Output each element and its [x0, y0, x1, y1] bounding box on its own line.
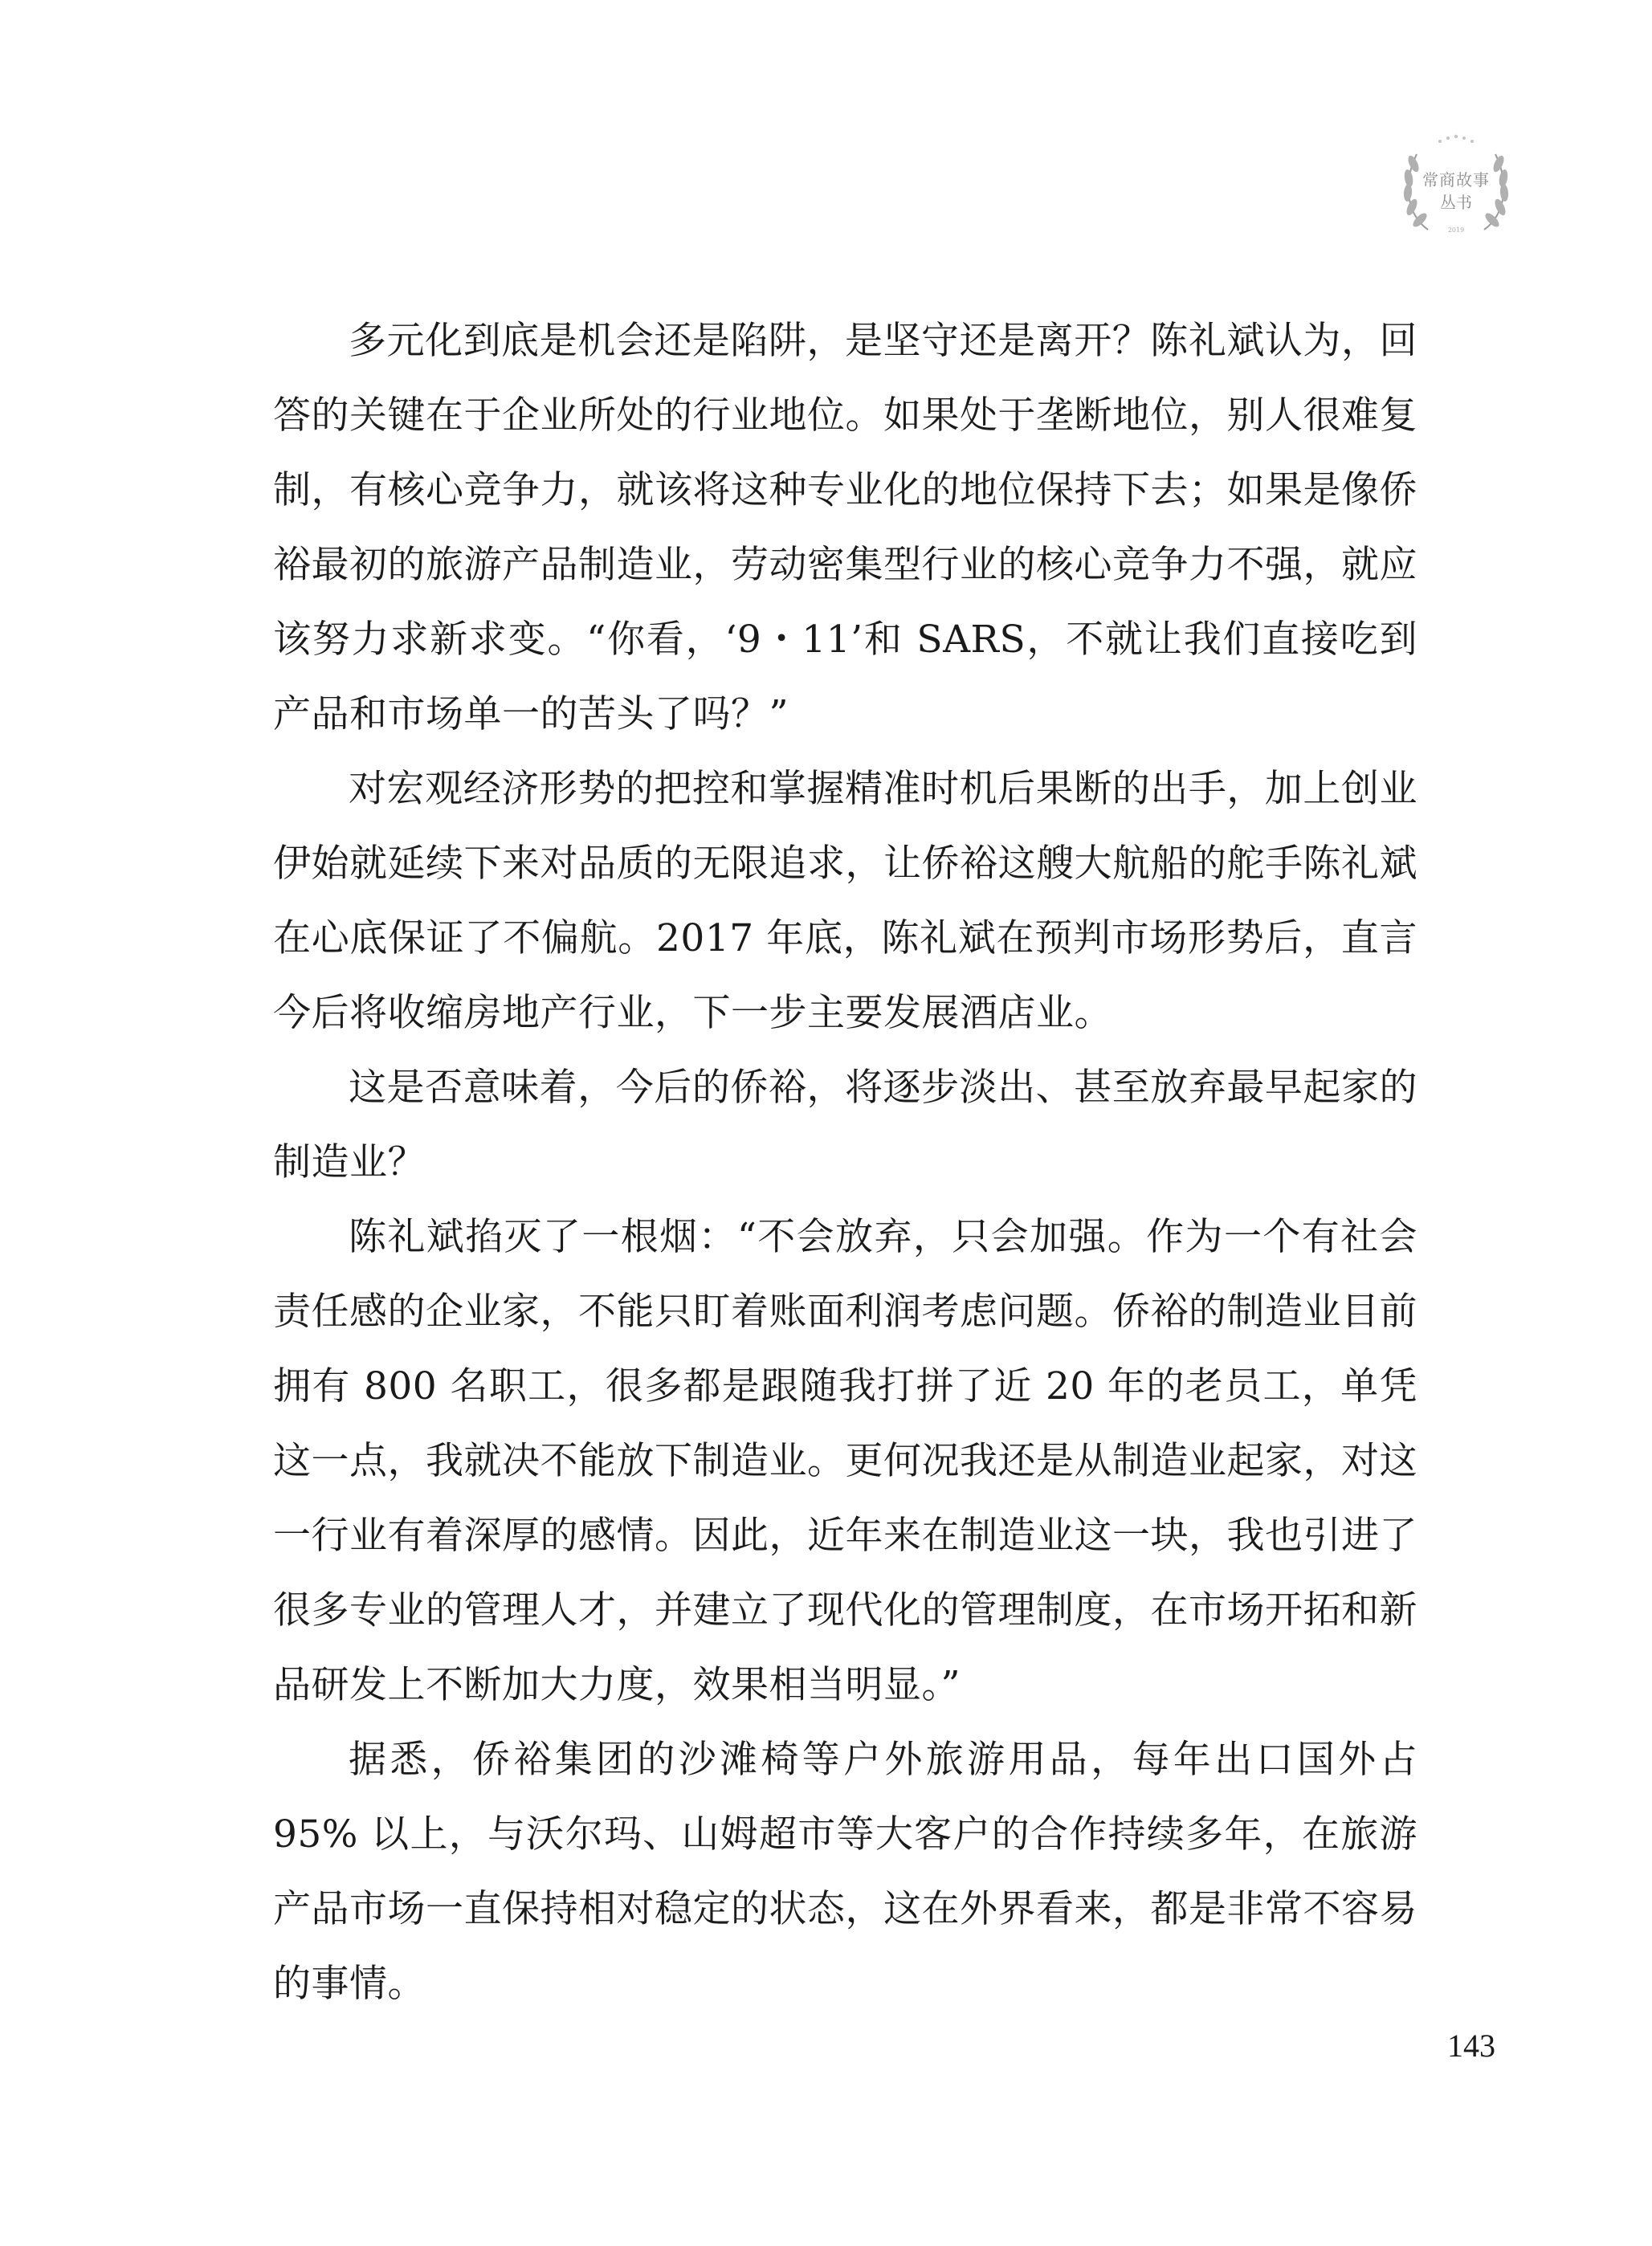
emblem-series-title: 常商故事 [1422, 170, 1490, 190]
body-text [273, 304, 1417, 2021]
paragraph-1: 多元化到底是机会还是陷阱，是坚守还是离开？陈礼斌认为，回答的关键在于企业所处的行业地位。如果处于垄断地位，别人很难复制，有核心竞争力，就该将这种专业化的地位保持下去；如果是像侨裕最初的旅游产品制造业，劳动密集型行业的核心竞争力不强，就应该努力求新求变。“你看，‘9・11’和 SARS，不就让我们直接吃到产品和市场单一的苦头了吗？” [273, 319, 1417, 736]
page-number: 143 [1447, 2028, 1495, 2064]
paragraph-3: 这是否意味着，今后的侨裕，将逐步淡出、甚至放弃最早起家的制造业？ [273, 1066, 1417, 1184]
series-emblem [1396, 127, 1516, 247]
emblem-year: 2019 [1447, 226, 1465, 234]
emblem-series-subtitle: 丛书 [1440, 193, 1472, 212]
paragraph-5: 据悉，侨裕集团的沙滩椅等户外旅游用品，每年出口国外占 95% 以上，与沃尔玛、山姆超市等大客户的合作持续多年，在旅游产品市场一直保持相对稳定的状态，这在外界看来，都是非常不容易的事情。 [273, 1738, 1417, 2006]
paragraph-4: 陈礼斌掐灭了一根烟：“不会放弃，只会加强。作为一个有社会责任感的企业家，不能只盯着账面利润考虑问题。侨裕的制造业目前拥有 800 名职工，很多都是跟随我打拼了近 20 年的老员工，单凭这一点，我就决不能放下制造业。更何况我还是从制造业起家，对这一行业有着深厚的感情。因此，近年来在制造业这一块，我也引进了很多专业的管理人才，并建立了现代化的管理制度，在市场开拓和新品研发上不断加大力度，效果相当明显。” [273, 1215, 1417, 1707]
paragraph-2: 对宏观经济形势的把控和掌握精准时机后果断的出手，加上创业伊始就延续下来对品质的无限追求，让侨裕这艘大航船的舵手陈礼斌在心底保证了不偏航。2017 年底，陈礼斌在预判市场形势后，直言今后将收缩房地产行业，下一步主要发展酒店业。 [273, 767, 1417, 1035]
